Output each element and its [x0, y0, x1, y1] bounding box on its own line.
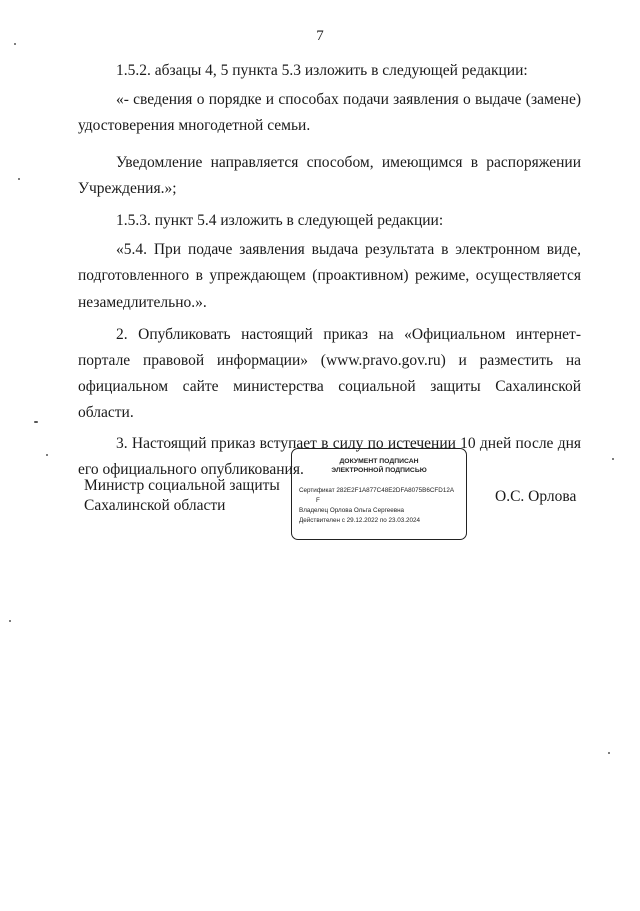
document-body — [78, 58, 581, 483]
stamp-certificate: Сертификат 282E2F1A877C48E2DFA8075B6CFD12A — [299, 487, 455, 494]
paragraph-notification: Уведомление направляется способом, имеющимся в распоряжении Учреждения.»; — [78, 153, 581, 197]
stamp-owner: Владелец Орлова Ольга Сергеевна — [299, 507, 405, 514]
scan-speck — [14, 43, 16, 45]
signatory-position-line2: Сахалинской области — [84, 497, 226, 514]
paragraph-quote-info: «- сведения о порядке и способах подачи заявления о выдаче (замене) удостоверения многодетной семьи. — [78, 91, 581, 135]
page-number: 7 — [316, 28, 324, 44]
paragraph-effective: 3. Настоящий приказ вступает в силу по истечении 10 дней после дня его официального опубликования. — [78, 434, 581, 478]
stamp-validity: Действителен с 29.12.2022 по 23.03.2024 — [299, 517, 421, 524]
signatory-name: О.С. Орлова — [495, 488, 577, 505]
scan-speck — [9, 620, 11, 622]
paragraph-5-4: «5.4. При подаче заявления выдача результата в электронном виде, подготовленного в упреждающем (проактивном) режиме, осуществляется незамедлительно.». — [78, 241, 581, 311]
stamp-header-line1: ДОКУМЕНТ ПОДПИСАН — [339, 458, 419, 465]
stamp-header — [292, 458, 466, 475]
stamp-header-line2: ЭЛЕКТРОННОЙ ПОДПИСЬЮ — [331, 466, 427, 474]
stamp-certificate-continued: F — [316, 497, 320, 504]
paragraph-publish: 2. Опубликовать настоящий приказ на «Официальном интернет-портале правовой информации» (www.pravo.gov.ru) и разместить на официальном сайте министерства социальной защиты Сахалинской области. — [78, 325, 581, 422]
electronic-signature-stamp — [291, 448, 467, 540]
scan-speck — [608, 752, 610, 754]
scan-speck — [34, 421, 38, 423]
scan-speck — [46, 454, 48, 456]
signatory-position — [84, 476, 284, 516]
paragraph-1-5-3: 1.5.3. пункт 5.4 изложить в следующей редакции: — [116, 212, 444, 230]
signatory-position-line1: Министр социальной защиты — [84, 477, 280, 494]
scan-speck — [612, 458, 614, 460]
paragraph-1-5-2: 1.5.2. абзацы 4, 5 пункта 5.3 изложить в следующей редакции: — [116, 62, 528, 79]
scan-speck — [18, 178, 20, 180]
signature-block — [84, 458, 584, 546]
